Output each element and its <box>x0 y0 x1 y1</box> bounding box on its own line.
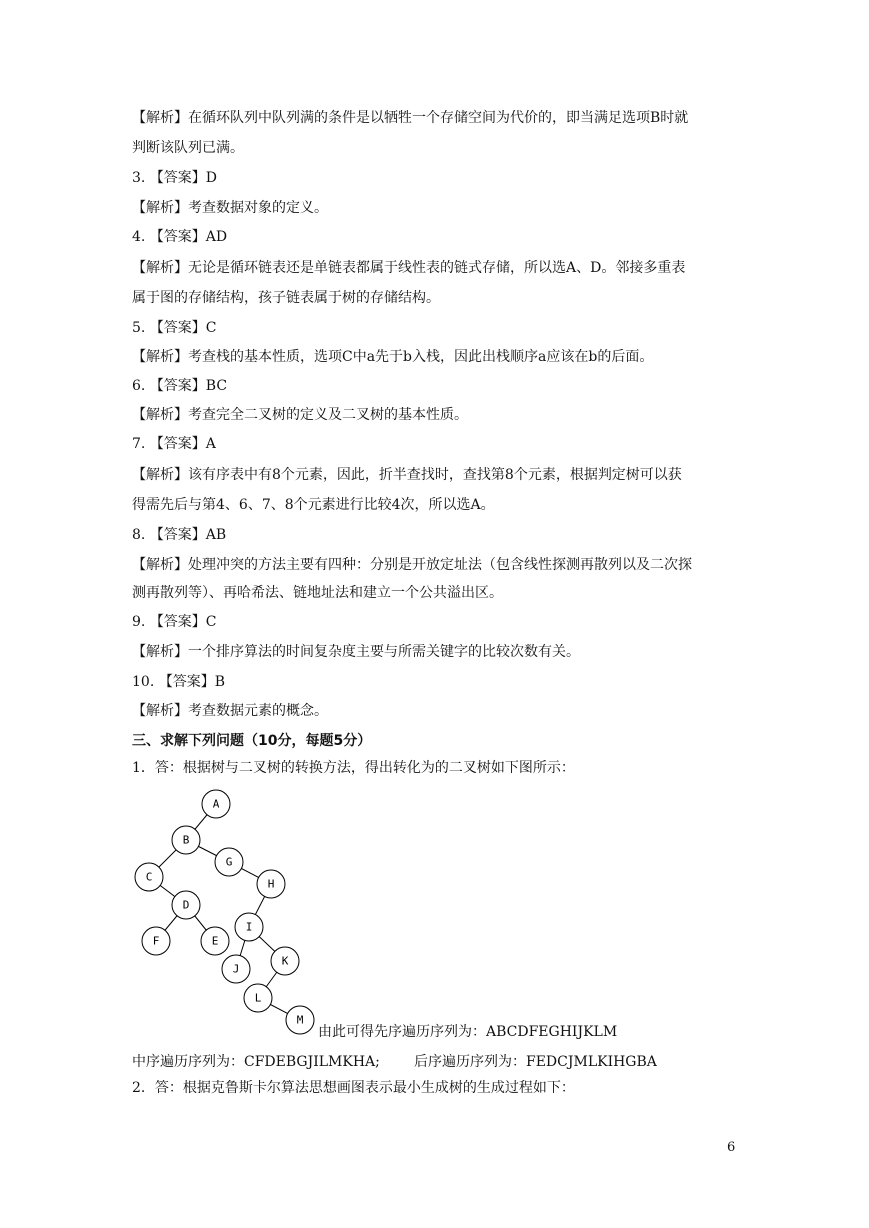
svg-text:I: I <box>245 920 253 934</box>
answer-line: 5. 【答案】C <box>132 320 217 336</box>
svg-text:B: B <box>182 833 190 847</box>
svg-text:F: F <box>152 934 160 948</box>
tree-node <box>257 870 285 898</box>
svg-text:K: K <box>281 954 289 968</box>
svg-text:G: G <box>225 855 233 869</box>
svg-text:M: M <box>296 1013 304 1027</box>
svg-text:D: D <box>182 898 190 912</box>
answer-line: 3. 【答案】D <box>132 170 218 186</box>
tree-node <box>172 826 200 854</box>
inorder-sequence: 中序遍历序列为：CFDEBGJILMKHA; <box>132 1054 380 1070</box>
tree-node <box>202 790 230 818</box>
analysis-line: 【解析】在循环队列中队列满的条件是以牺牲一个存储空间为代价的，即当满足选项B时就 <box>132 110 689 126</box>
analysis-line: 测再散列等）、再哈希法、链地址法和建立一个公共溢出区。 <box>132 585 503 601</box>
answer-line: 10. 【答案】B <box>132 674 226 690</box>
binary-tree-diagram <box>130 788 330 1038</box>
analysis-line: 【解析】该有序表中有8个元素，因此，折半查找时，查找第8个元素，根据判定树可以获 <box>132 467 682 483</box>
tree-edges <box>149 804 300 1020</box>
tree-node <box>286 1006 314 1034</box>
answer-line: 9. 【答案】C <box>132 614 217 630</box>
analysis-line: 【解析】一个排序算法的时间复杂度主要与所需关键字的比较次数有关。 <box>132 644 580 660</box>
tree-node <box>172 891 200 919</box>
answer1-intro: 1．答：根据树与二叉树的转换方法，得出转化为的二叉树如下图所示： <box>132 760 575 776</box>
tree-node <box>244 984 272 1012</box>
analysis-line: 【解析】考查数据元素的概念。 <box>132 703 328 719</box>
svg-text:C: C <box>145 870 153 884</box>
svg-text:H: H <box>267 877 275 891</box>
section-heading: 三、求解下列问题（10分，每题5分） <box>132 733 372 749</box>
answer-line: 4. 【答案】AD <box>132 229 228 245</box>
analysis-line: 得需先后与第4、6、7、8个元素进行比较4次，所以选A。 <box>132 497 495 513</box>
analysis-line: 判断该队列已满。 <box>132 140 244 156</box>
analysis-line: 【解析】考查栈的基本性质，选项C中a先于b入栈，因此出栈顺序a应该在b的后面。 <box>132 349 654 365</box>
analysis-line: 属于图的存储结构，孩子链表属于树的存储结构。 <box>132 290 440 306</box>
svg-text:L: L <box>254 991 262 1005</box>
answer-line: 8. 【答案】AB <box>132 527 227 543</box>
answer2-intro: 2．答：根据克鲁斯卡尔算法思想画图表示最小生成树的生成过程如下： <box>132 1080 575 1096</box>
answer-line: 6. 【答案】BC <box>132 378 228 394</box>
analysis-line: 【解析】处理冲突的方法主要有四种：分别是开放定址法（包含线性探测再散列以及二次探 <box>132 557 692 573</box>
svg-text:E: E <box>211 934 219 948</box>
tree-node <box>201 927 229 955</box>
preorder-sequence: 由此可得先序遍历序列为：ABCDFEGHIJKLM <box>318 1024 618 1040</box>
analysis-line: 【解析】考查完全二叉树的定义及二叉树的基本性质。 <box>132 407 468 423</box>
svg-text:J: J <box>232 962 240 976</box>
tree-node <box>135 863 163 891</box>
tree-node <box>271 947 299 975</box>
tree-node <box>222 955 250 983</box>
analysis-line: 【解析】考查数据对象的定义。 <box>132 200 328 216</box>
tree-node <box>142 927 170 955</box>
svg-text:A: A <box>212 797 220 811</box>
postorder-sequence: 后序遍历序列为：FEDCJMLKIHGBA <box>414 1054 657 1070</box>
tree-node <box>235 913 263 941</box>
page-number: 6 <box>727 1140 736 1155</box>
analysis-line: 【解析】无论是循环链表还是单链表都属于线性表的链式存储，所以选A、D。邻接多重表 <box>132 260 686 276</box>
tree-node <box>215 848 243 876</box>
answer-line: 7. 【答案】A <box>132 436 216 452</box>
